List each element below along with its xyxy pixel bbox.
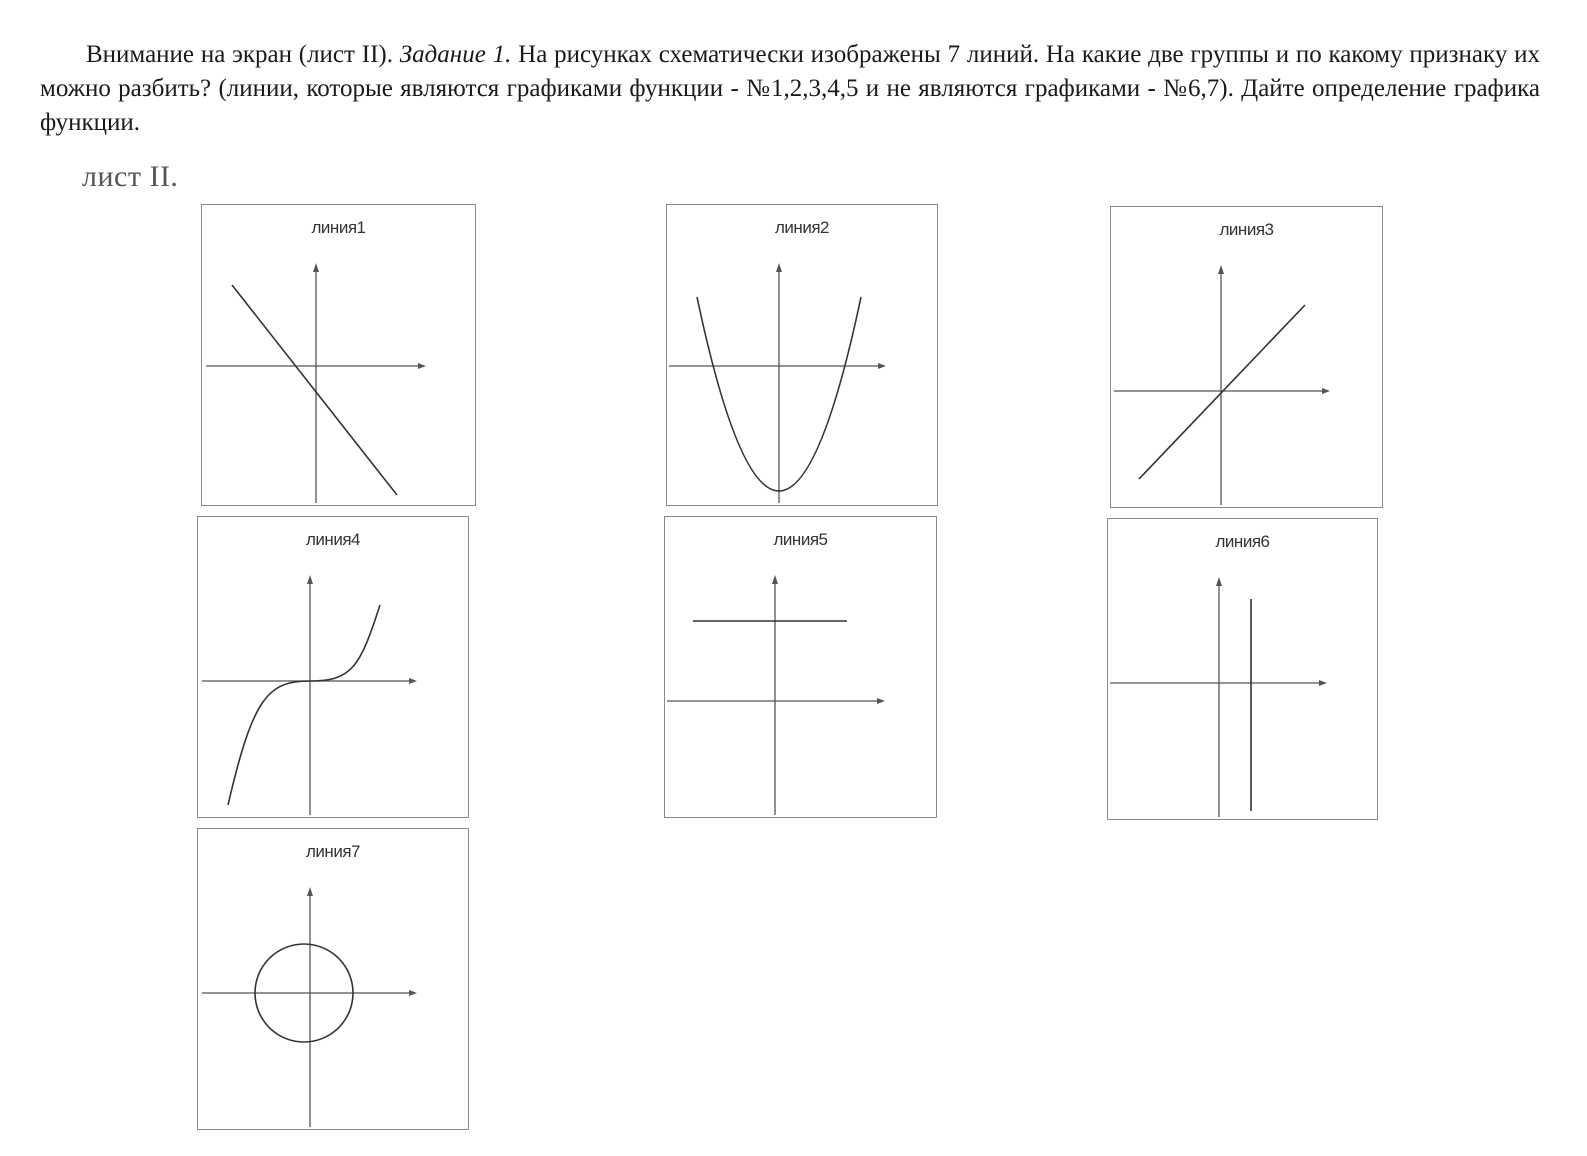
figure-line-5 (664, 516, 937, 818)
y-axis-arrow-icon (307, 887, 313, 896)
x-axis-arrow-icon (409, 990, 417, 996)
cubic-curve (228, 605, 380, 805)
line-2-plot (667, 205, 939, 507)
line-5-plot (665, 517, 938, 819)
figure-line-1 (201, 204, 476, 506)
figure-line-7 (197, 828, 469, 1130)
sheet-heading: лист II. (82, 160, 179, 193)
y-axis-arrow-icon (313, 263, 319, 272)
decreasing-line-curve (232, 285, 397, 495)
figure-title: линия6 (1215, 532, 1270, 551)
figure-title: линия4 (306, 530, 360, 549)
x-axis-arrow-icon (1322, 388, 1330, 394)
figure-line-2 (666, 204, 938, 506)
line-1-plot (202, 205, 477, 507)
task-intro: Внимание на экран (лист II). (86, 41, 393, 68)
increasing-line-curve (1139, 305, 1305, 479)
task-body: На рисунках схематически изображены 7 линий. На какие две группы и по какому признаку их можно разбить? (линии, которые являются графиками функции - №1,2,3,4,5 и не являются графиками - №6,7). Дайте определение графика функции. (40, 41, 1540, 136)
figure-title: линия3 (1219, 220, 1274, 239)
x-axis-arrow-icon (1319, 680, 1327, 686)
figure-title: линия1 (311, 218, 366, 237)
figure-title: линия5 (773, 530, 828, 549)
x-axis-arrow-icon (877, 698, 885, 704)
figure-line-4 (197, 516, 469, 818)
y-axis-arrow-icon (1216, 577, 1222, 586)
y-axis-arrow-icon (776, 263, 782, 272)
line-6-plot (1108, 519, 1379, 821)
y-axis-arrow-icon (772, 575, 778, 584)
x-axis-arrow-icon (409, 678, 417, 684)
x-axis-arrow-icon (418, 363, 426, 369)
line-7-plot (198, 829, 470, 1131)
figure-title: линия7 (306, 842, 360, 861)
line-4-plot (198, 517, 470, 819)
task-number: Задание 1. (399, 41, 512, 68)
y-axis-arrow-icon (307, 575, 313, 584)
y-axis-arrow-icon (1218, 265, 1224, 274)
figure-line-6 (1107, 518, 1378, 820)
figure-line-3 (1110, 206, 1383, 508)
x-axis-arrow-icon (878, 363, 886, 369)
figure-title: линия2 (775, 218, 829, 237)
task-text (40, 38, 1540, 140)
line-3-plot (1111, 207, 1384, 509)
